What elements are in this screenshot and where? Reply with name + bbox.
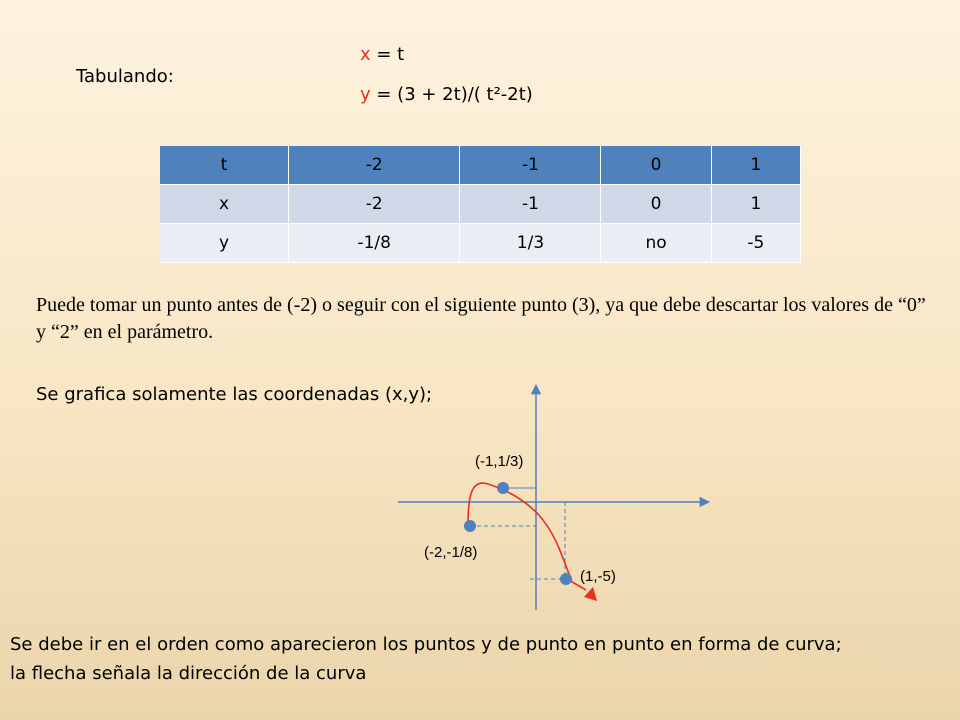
table-cell: -2 [289, 185, 460, 224]
point-neg2 [464, 520, 476, 532]
table-cell: y [160, 224, 289, 263]
footer-line-1: Se debe ir en el orden como aparecieron los puntos y de punto en punto en forma de curva; [10, 634, 842, 655]
table-cell: 1/3 [460, 224, 601, 263]
point-1 [560, 573, 572, 585]
table-header-cell: t [160, 146, 289, 185]
point-label: (-2,-1/8) [424, 544, 478, 561]
point-label: (-1,1/3) [475, 453, 524, 470]
explanation-paragraph: Puede tomar un punto antes de (-2) o seguir con el siguiente punto (3), ya que debe descartar los valores de “0” y “2” en el parámetro. [36, 294, 926, 343]
point-neg1 [497, 482, 509, 494]
table-cell: no [601, 224, 711, 263]
point-label: (1,-5) [580, 568, 616, 585]
table-header-cell: -2 [289, 146, 460, 185]
equation-x-variable: x [360, 44, 371, 65]
equation-y-rhs: = (3 + 2t)/( t²-2t) [370, 84, 533, 105]
footer-text [10, 630, 950, 688]
graph-intro-text: Se grafica solamente las coordenadas (x,y); [36, 384, 433, 405]
table-cell: 0 [601, 185, 711, 224]
table-cell: 1 [711, 185, 800, 224]
table-header-cell: 1 [711, 146, 800, 185]
tabulando-label: Tabulando: [76, 66, 174, 87]
equation-x-rhs: = t [370, 44, 405, 65]
table-cell: -5 [711, 224, 800, 263]
table-cell: -1/8 [289, 224, 460, 263]
footer-line-2: la flecha señala la dirección de la curva [10, 663, 367, 684]
equation-y-variable: y [360, 84, 371, 105]
table-cell: x [160, 185, 289, 224]
table-header-cell: -1 [460, 146, 601, 185]
table-header-cell: 0 [601, 146, 711, 185]
table-cell: -1 [460, 185, 601, 224]
